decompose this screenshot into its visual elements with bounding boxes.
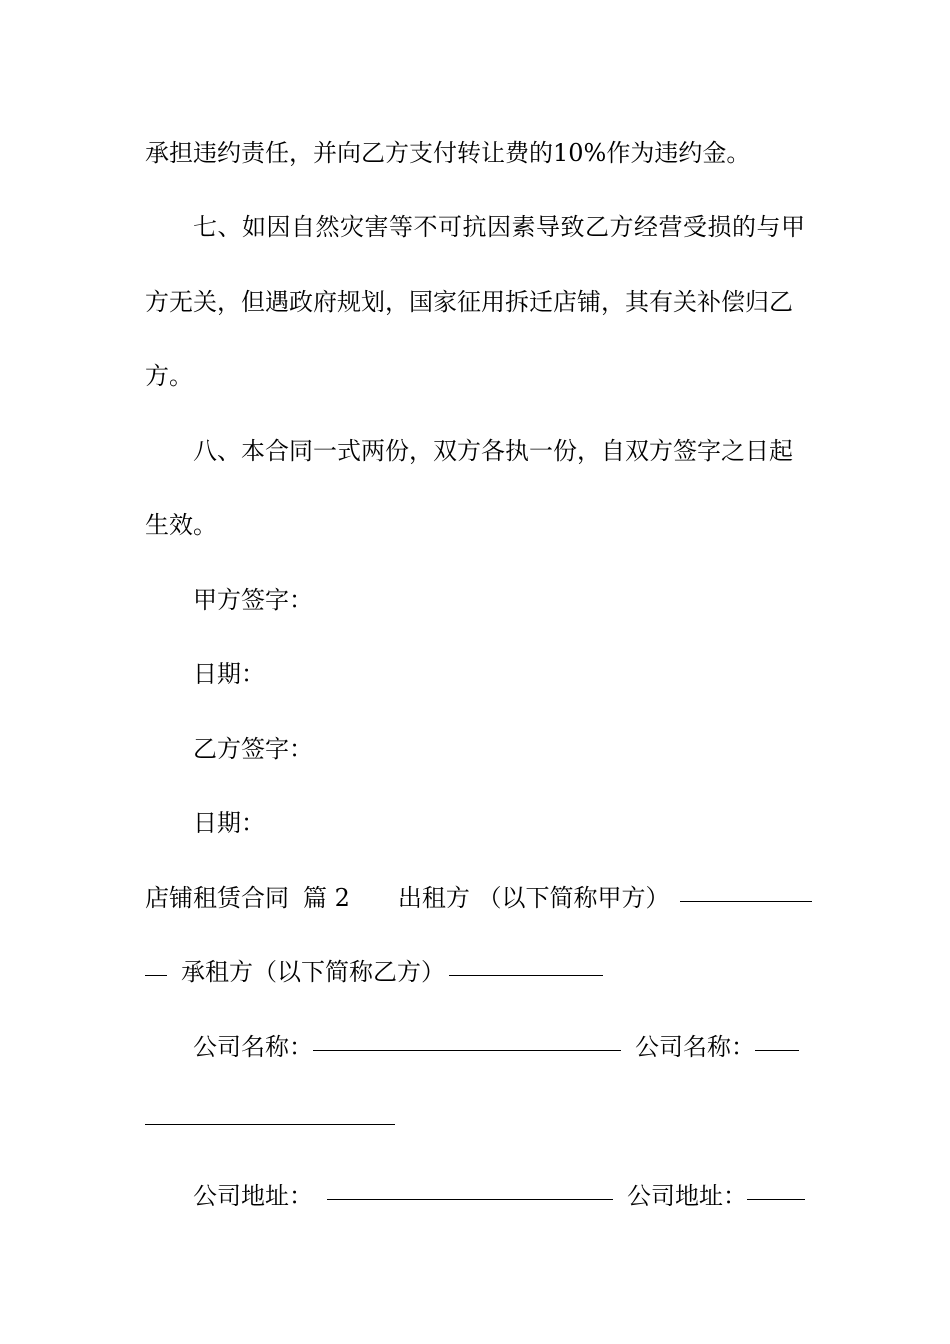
company-name-continued-line <box>145 1103 807 1139</box>
company-address-a-label: 公司地址： <box>193 1182 313 1210</box>
company-address-line <box>193 1178 807 1214</box>
lessee-label: 承租方（以下简称乙方） <box>181 958 445 986</box>
company-name-b-label: 公司名称： <box>635 1033 755 1061</box>
company-address-b-label: 公司地址： <box>627 1182 747 1210</box>
paragraph-line: 方。 <box>145 362 193 390</box>
lessor-blank[interactable] <box>680 877 812 902</box>
clause-eight-line: 八、本合同一式两份，双方各执一份，自双方签字之日起 <box>193 437 793 465</box>
company-address-b-blank[interactable] <box>747 1175 805 1200</box>
lessee-line <box>145 954 807 990</box>
lessor-label: 出租方 （以下简称甲方） <box>397 884 670 912</box>
contract2-chapter: 篇 2 <box>303 884 350 912</box>
company-name-line <box>193 1029 807 1065</box>
company-name-a-blank[interactable] <box>313 1026 621 1051</box>
paragraph-line: 生效。 <box>145 511 217 539</box>
company-name-b-blank-continued[interactable] <box>145 1100 395 1125</box>
lessee-blank[interactable] <box>449 951 603 976</box>
contract2-heading-line <box>145 880 807 916</box>
paragraph-line: 承担违约责任，并向乙方支付转让费的10%作为违约金。 <box>145 139 751 167</box>
contract2-title: 店铺租赁合同 <box>145 884 289 912</box>
clause-seven-text: 七、如因自然灾害等不可抗因素导致乙方经营受损的与甲 <box>193 213 806 241</box>
company-address-a-blank[interactable] <box>327 1175 613 1200</box>
lessor-blank-continued[interactable] <box>145 951 167 976</box>
clause-seven-line <box>193 209 807 245</box>
company-name-a-label: 公司名称： <box>193 1033 313 1061</box>
party-b-signature-label: 乙方签字： <box>193 735 313 763</box>
company-name-b-blank[interactable] <box>755 1026 799 1051</box>
party-b-date-label: 日期： <box>193 809 265 837</box>
party-a-signature-label: 甲方签字： <box>193 586 313 614</box>
party-a-date-label: 日期： <box>193 660 265 688</box>
paragraph-line: 方无关，但遇政府规划，国家征用拆迁店铺，其有关补偿归乙 <box>145 288 793 316</box>
